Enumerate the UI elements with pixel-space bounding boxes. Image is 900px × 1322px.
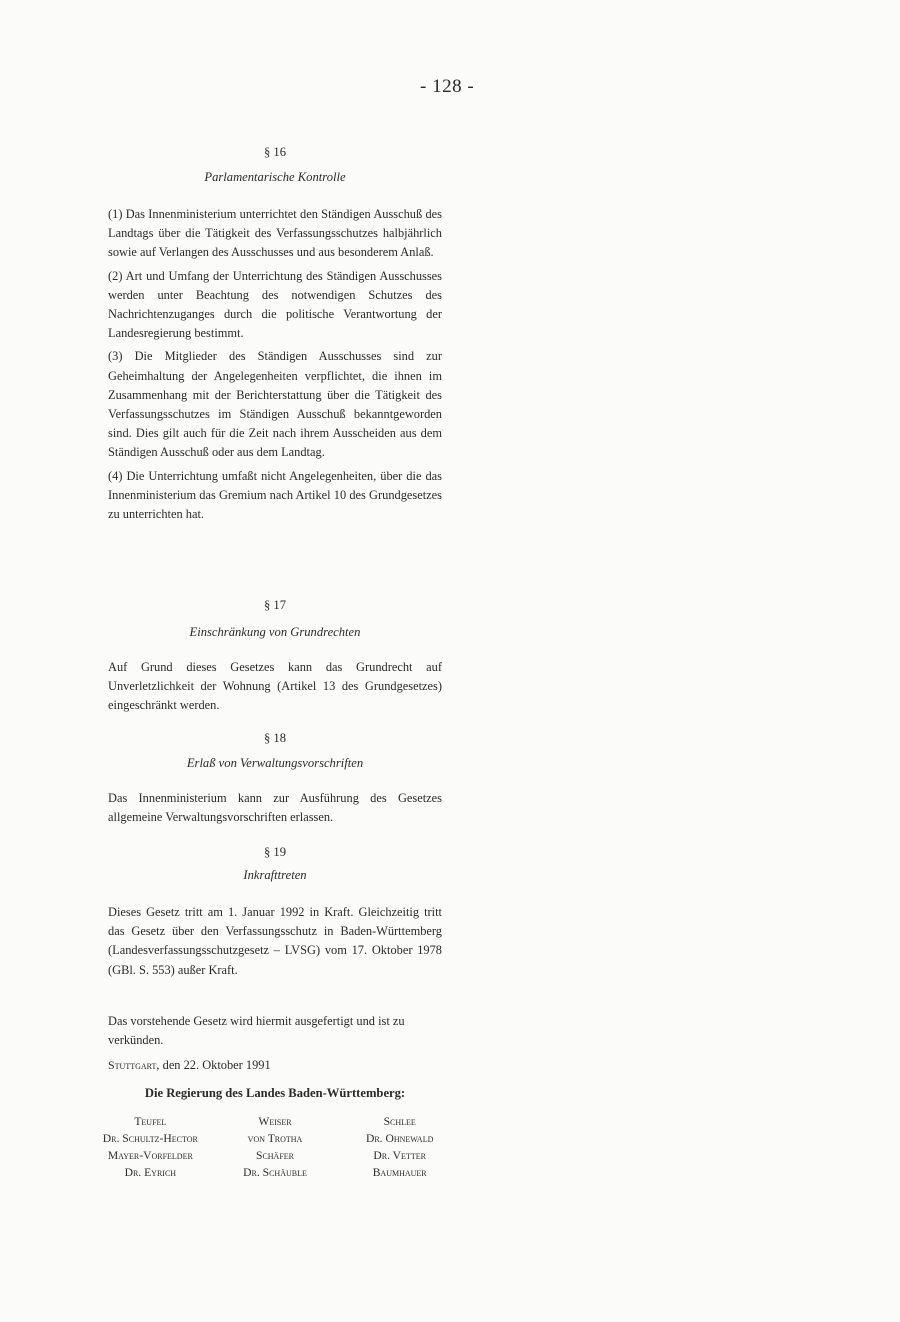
paragraph: (2) Art und Umfang der Unterrichtung des Ständigen Ausschusses werden unter Beachtung des notwendigen Schutzes des Nachrichtenzuganges durch die politische Verantwortung der Landesregierung bestimmt. [108, 268, 442, 341]
section-number: § 16 [263, 145, 287, 159]
paragraph: (1) Das Innenministerium unterrichtet den Ständigen Ausschuß des Landtags über die Tätigkeit des Verfassungsschutzes halbjährlich sowie auf Verlangen des Ausschusses und aus besonderem Anlaß. [108, 207, 442, 260]
paragraph: Das Innenministerium kann zur Ausführung des Gesetzes allgemeine Verwaltungsvorschriften erlassen. [108, 791, 442, 825]
signatory: Teufel [134, 1115, 167, 1128]
signatory: Dr. Ohnewald [365, 1132, 434, 1145]
page-number: - 128 - [420, 76, 475, 97]
section-number: § 18 [263, 731, 287, 745]
signatory: Dr. Eyrich [124, 1166, 177, 1179]
signatory: Schäfer [256, 1149, 295, 1162]
place-date [108, 1058, 442, 1073]
place-name: Stuttgart [108, 1058, 157, 1072]
signatory: Dr. Vetter [373, 1149, 426, 1162]
signatory: Baumhauer [372, 1166, 427, 1179]
signatory-row [88, 1149, 462, 1162]
signatory: von Trotha [247, 1132, 303, 1145]
section-18-body [108, 789, 442, 827]
government-heading: Die Regierung des Landes Baden-Württemberg: [144, 1086, 406, 1100]
signatory-row [88, 1132, 462, 1145]
section-16-body [108, 205, 442, 524]
paragraph: (3) Die Mitglieder des Ständigen Ausschusses sind zur Geheimhaltung der Angelegenheiten verpflichtet, die ihnen im Zusammenhang mit der Berichterstattung über die Tätigkeit des Verfassungsschutzes im Ständigen Ausschuß bekanntgeworden sind. Dies gilt auch für die Zeit nach ihrem Ausscheiden aus dem Ständigen Ausschuß oder aus dem Landtag. [108, 349, 442, 460]
date-text: , den 22. Oktober 1991 [156, 1058, 271, 1072]
section-17-body [108, 658, 442, 716]
signatory-row [88, 1115, 462, 1128]
paragraph: Auf Grund dieses Gesetzes kann das Grundrecht auf Unverletzlichkeit der Wohnung (Artikel 13 des Grundgesetzes) eingeschränkt werden. [108, 660, 442, 713]
signatory: Mayer-Vorfelder [107, 1149, 193, 1162]
signatory: Schlee [383, 1115, 416, 1128]
paragraph: Dieses Gesetz tritt am 1. Januar 1992 in Kraft. Gleichzeitig tritt das Gesetz über den Verfassungsschutz in Baden-Württemberg (Landesverfassungsschutzgesetz – LVSG) vom 17. Oktober 1978 (GBl. S. 553) außer Kraft. [108, 905, 442, 977]
signatory-row [88, 1166, 462, 1179]
promulgation-clause [108, 1012, 442, 1050]
section-number: § 17 [263, 598, 287, 612]
section-title: Inkrafttreten [243, 868, 307, 882]
section-19-body [108, 903, 442, 980]
signatory: Weiser [258, 1115, 292, 1128]
section-title: Erlaß von Verwaltungsvorschriften [186, 756, 364, 770]
paragraph: (4) Die Unterrichtung umfaßt nicht Angelegenheiten, über die das Innenministerium das Gremium nach Artikel 10 des Grundgesetzes zu unterrichten hat. [108, 468, 442, 522]
section-number: § 19 [263, 845, 287, 859]
signatory: Dr. Schäuble [243, 1166, 307, 1179]
paragraph: Das vorstehende Gesetz wird hiermit ausgefertigt und ist zu verkünden. [108, 1014, 405, 1048]
signatory: Dr. Schultz-Hector [102, 1132, 198, 1145]
section-title: Parlamentarische Kontrolle [204, 170, 346, 184]
section-title: Einschränkung von Grundrechten [189, 625, 361, 639]
